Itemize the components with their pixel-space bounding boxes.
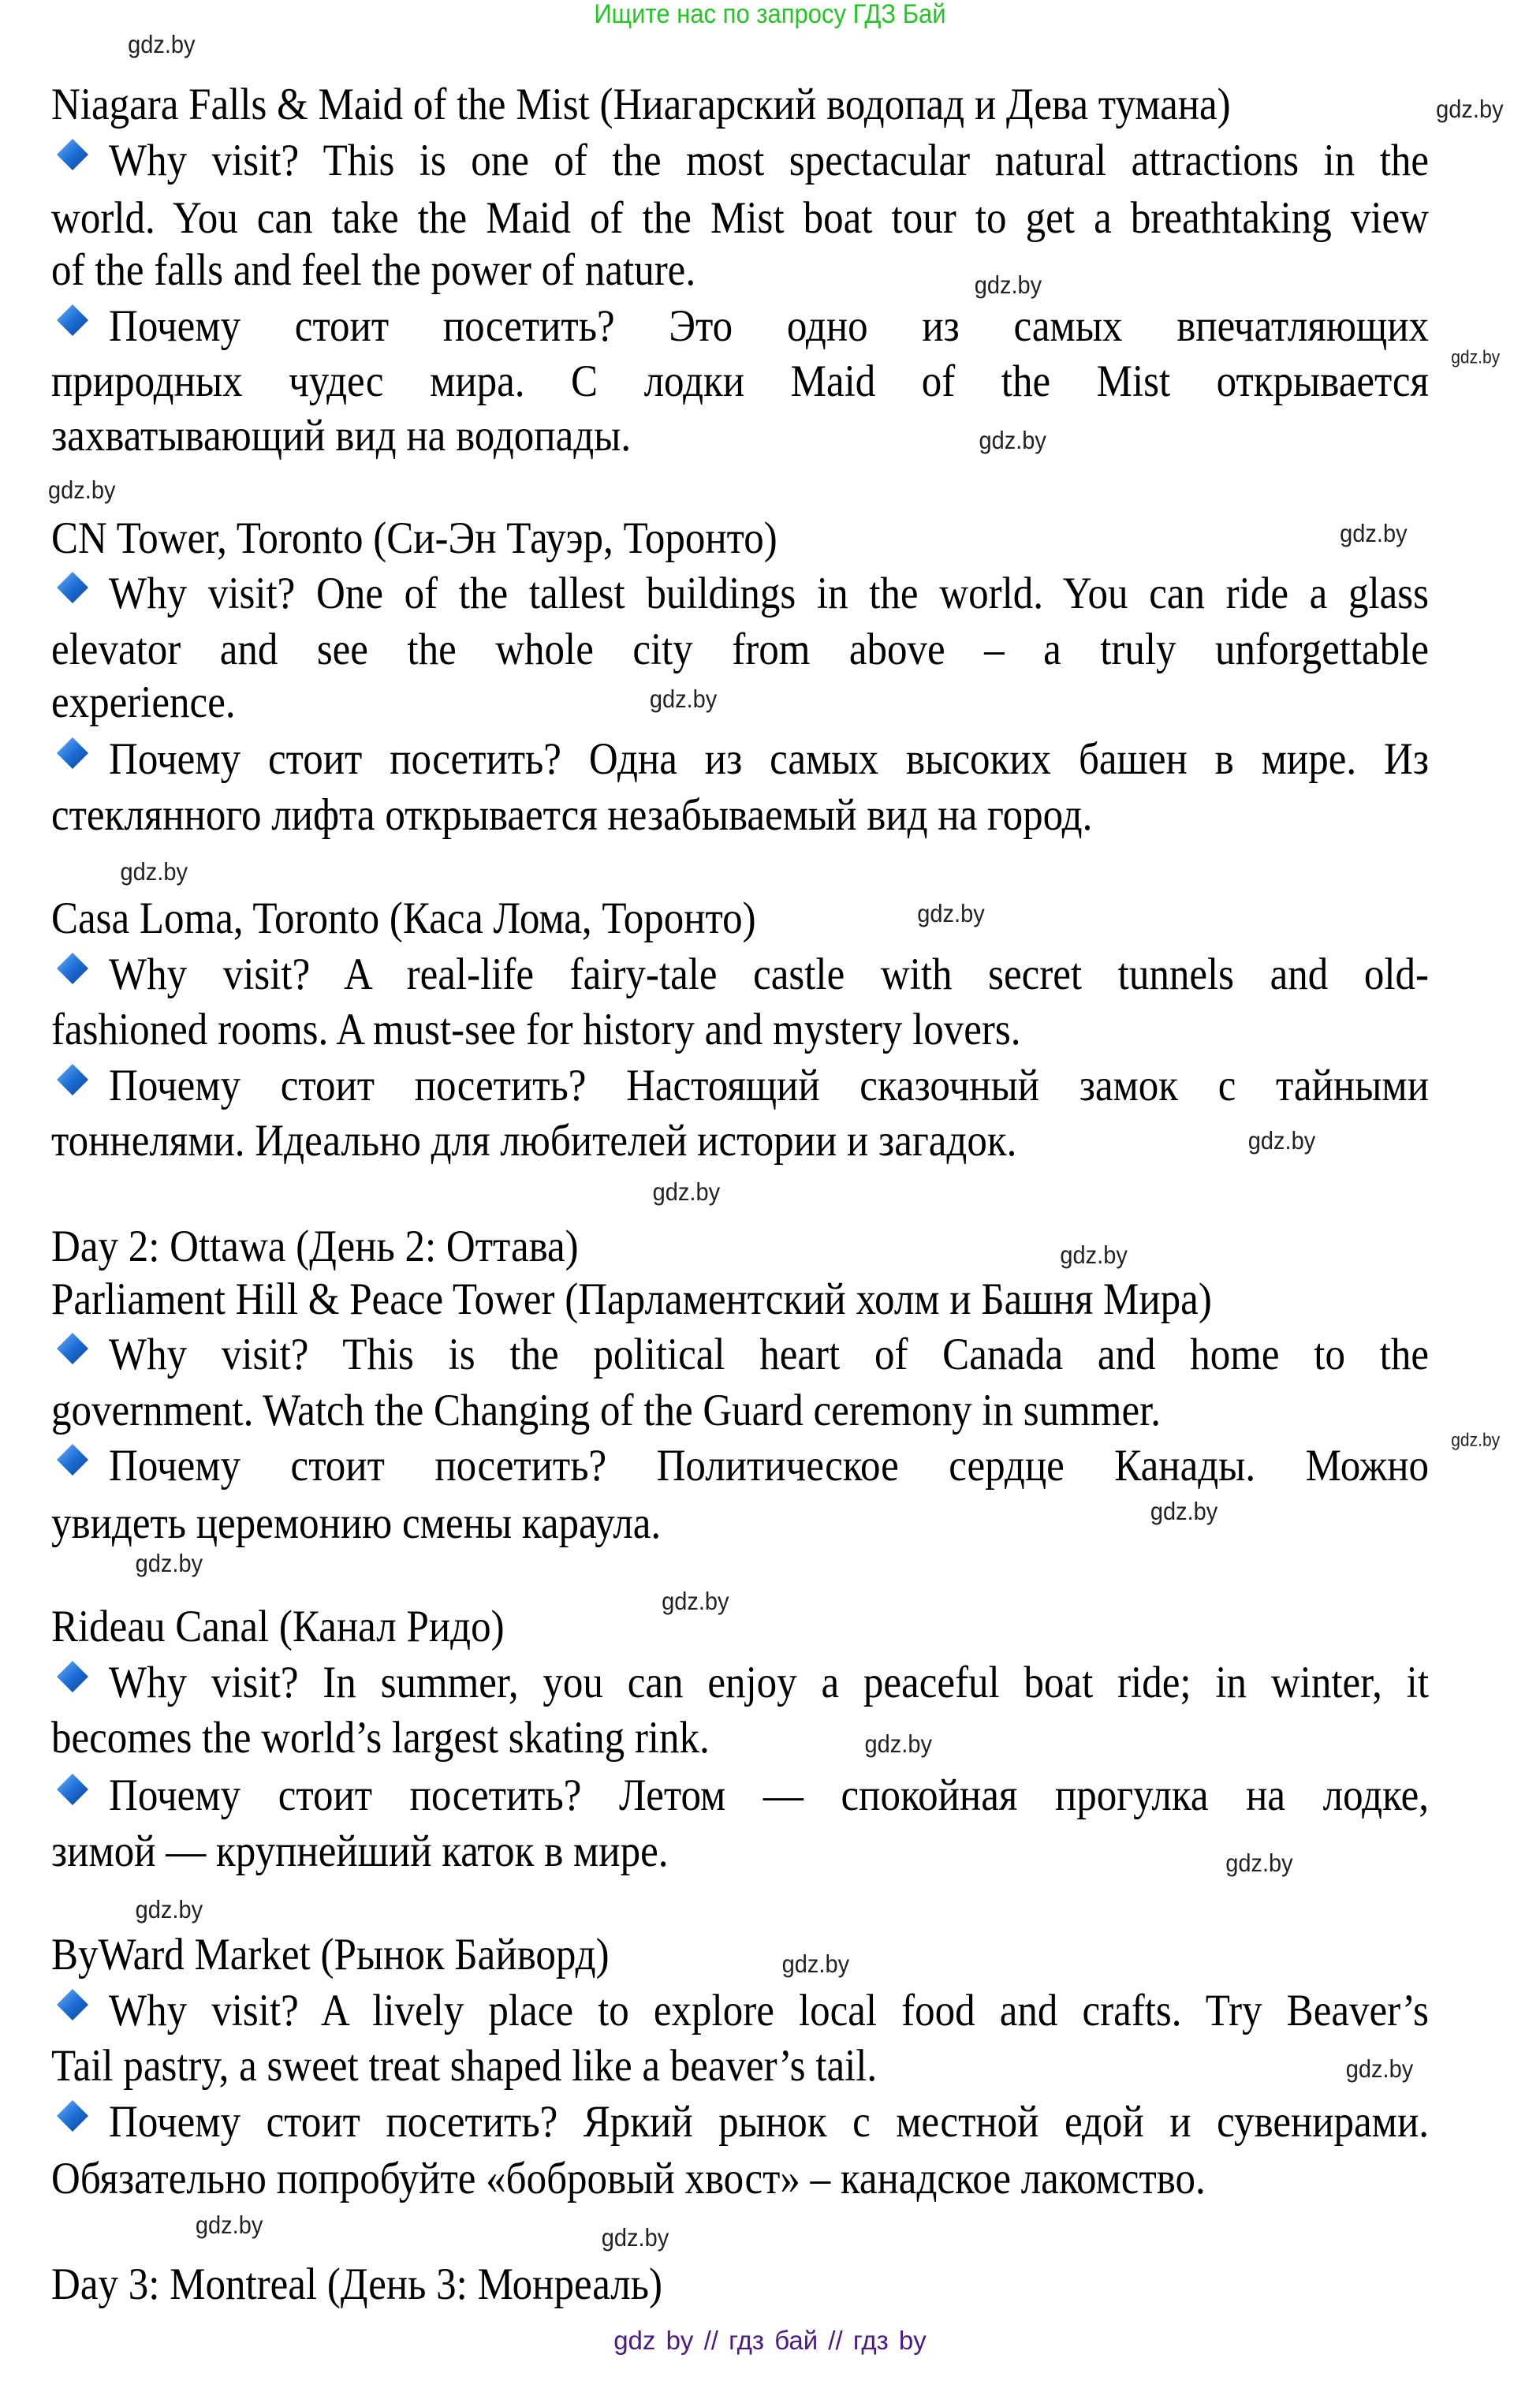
paragraph-line: Почему стоит посетить? Политическое сердце Канады. Можно (109, 1441, 1429, 1491)
watermark: gdz.by (917, 900, 985, 929)
watermark: gdz.by (195, 2211, 263, 2240)
paragraph-line: of the falls and feel the power of nature. (51, 245, 696, 296)
section-heading: Day 2: Ottawa (День 2: Оттава) (51, 1222, 579, 1272)
paragraph-line: government. Watch the Changing of the Guard ceremony in summer. (51, 1386, 1162, 1436)
paragraph-line: becomes the world’s largest skating rink. (51, 1714, 710, 1763)
paragraph-line: Why visit? A real-life fairy-tale castle with secret tunnels and old- (109, 950, 1429, 1000)
paragraph-line: увидеть церемонию смены караула. (51, 1498, 662, 1549)
paragraph-line: elevator and see the whole city from above – a truly unforgettable (51, 625, 1429, 675)
watermark: gdz.by (1451, 1430, 1501, 1450)
search-promo-header: Ищите нас по запросу ГДЗ Бай (594, 0, 946, 29)
watermark: gdz.by (1345, 2055, 1414, 2084)
watermark: gdz.by (128, 31, 196, 59)
paragraph-line: Why visit? One of the tallest buildings in the world. You can ride a glass (109, 569, 1429, 619)
blue-diamond-icon (55, 1987, 90, 2022)
site-footer-links[interactable]: gdz by // гдз бай // гдз by (613, 2326, 927, 2355)
paragraph-line: Почему стоит посетить? Летом — спокойная прогулка на лодке, (109, 1770, 1429, 1821)
section-heading: Day 3: Montreal (День 3: Монреаль) (51, 2259, 662, 2310)
blue-diamond-icon (55, 1772, 90, 1807)
paragraph-line: Why visit? In summer, you can enjoy a peaceful boat ride; in winter, it (109, 1658, 1429, 1708)
section-heading: ByWard Market (Рынок Байворд) (51, 1930, 610, 1980)
section-heading: CN Tower, Toronto (Си-Эн Тауэр, Торонто) (51, 513, 777, 564)
paragraph-line: Почему стоит посетить? Это одно из самых впечатляющих (109, 301, 1429, 352)
section-heading: Rideau Canal (Канал Ридо) (51, 1602, 505, 1652)
blue-diamond-icon (55, 1659, 90, 1694)
watermark: gdz.by (1225, 1849, 1293, 1878)
paragraph-line: Почему стоит посетить? Настоящий сказочный замок с тайными (109, 1061, 1429, 1111)
blue-diamond-icon (55, 1331, 90, 1366)
blue-diamond-icon (55, 2099, 90, 2133)
watermark: gdz.by (48, 476, 116, 505)
paragraph-line: захватывающий вид на водопады. (51, 411, 632, 461)
blue-diamond-icon (55, 1062, 90, 1097)
watermark: gdz.by (1060, 1241, 1128, 1270)
paragraph-line: Why visit? This is one of the most spectacular natural attractions in the (109, 136, 1429, 186)
blue-diamond-icon (55, 951, 90, 986)
watermark: gdz.by (649, 685, 718, 714)
watermark: gdz.by (120, 858, 188, 886)
watermark: gdz.by (1150, 1497, 1218, 1526)
section-heading: Niagara Falls & Maid of the Mist (Ниагарский водопад и Дева тумана) (51, 80, 1231, 130)
section-heading: Parliament Hill & Peace Tower (Парламентский холм и Башня Мира) (51, 1274, 1212, 1325)
blue-diamond-icon (55, 137, 90, 172)
watermark: gdz.by (135, 1550, 203, 1578)
paragraph-line: природных чудес мира. С лодки Maid of the Mist открывается (51, 357, 1429, 407)
paragraph-line: world. You can take the Maid of the Mist boat tour to get a breathtaking view (51, 193, 1429, 243)
watermark: gdz.by (652, 1178, 721, 1207)
watermark: gdz.by (662, 1588, 729, 1616)
paragraph-line: Почему стоит посетить? Яркий рынок с местной едой и сувенирами. (109, 2097, 1429, 2147)
watermark: gdz.by (1436, 95, 1504, 124)
paragraph-line: стеклянного лифта открывается незабываемый вид на город. (51, 790, 1093, 840)
blue-diamond-icon (55, 570, 90, 605)
paragraph-line: Tail pastry, a sweet treat shaped like a beaver’s tail. (51, 2041, 878, 2091)
paragraph-line: experience. (51, 677, 236, 727)
paragraph-line: Why visit? This is the political heart of Canada and home to the (109, 1330, 1429, 1380)
watermark: gdz.by (864, 1730, 932, 1759)
watermark: gdz.by (974, 271, 1042, 300)
paragraph-line: Why visit? A lively place to explore local food and crafts. Try Beaver’s (109, 1986, 1429, 2036)
watermark: gdz.by (781, 1950, 850, 1979)
blue-diamond-icon (55, 736, 90, 771)
paragraph-line: тоннелями. Идеально для любителей истории и загадок. (51, 1117, 1017, 1166)
watermark: gdz.by (601, 2224, 669, 2252)
blue-diamond-icon (55, 1442, 90, 1477)
blue-diamond-icon (55, 303, 90, 338)
watermark: gdz.by (1247, 1127, 1316, 1156)
watermark: gdz.by (979, 427, 1046, 455)
paragraph-line: Обязательно попробуйте «бобровый хвост» – канадское лакомство. (51, 2154, 1206, 2204)
section-heading: Casa Loma, Toronto (Каса Лома, Торонто) (51, 894, 756, 944)
watermark: gdz.by (1451, 347, 1501, 368)
paragraph-line: fashioned rooms. A must-see for history and mystery lovers. (51, 1005, 1021, 1055)
paragraph-line: зимой — крупнейший каток в мире. (51, 1826, 669, 1876)
paragraph-line: Почему стоит посетить? Одна из самых высоких башен в мире. Из (109, 734, 1429, 785)
watermark: gdz.by (1340, 520, 1408, 548)
watermark: gdz.by (135, 1896, 203, 1924)
